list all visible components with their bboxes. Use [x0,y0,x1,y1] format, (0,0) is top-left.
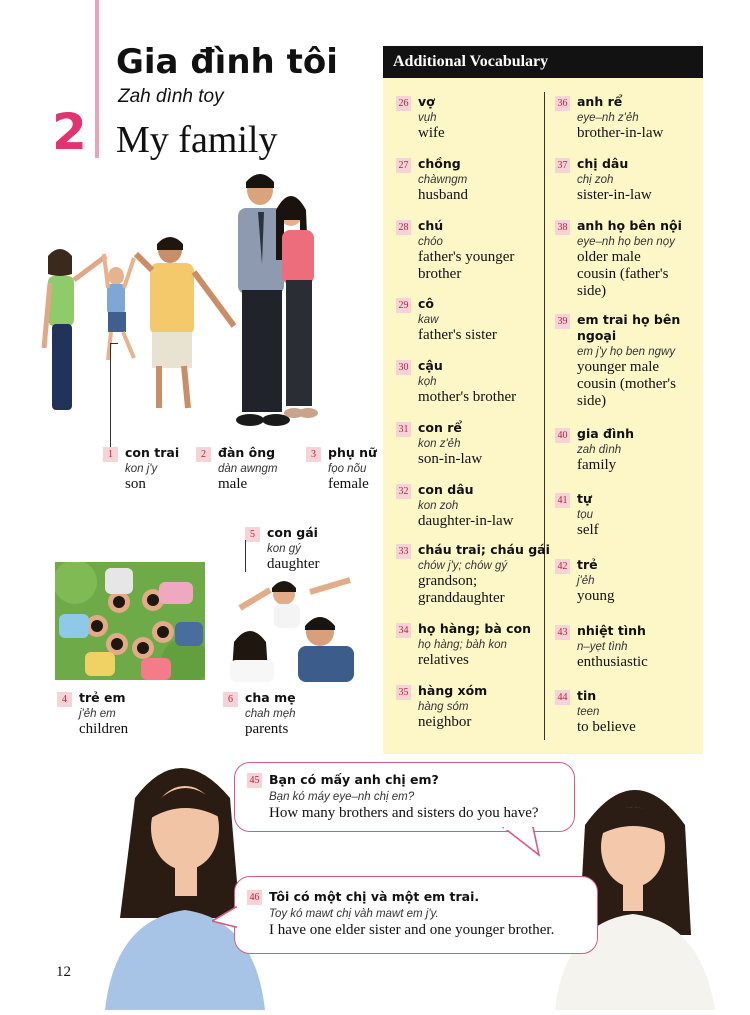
item-vietnamese: đàn ông [218,445,276,460]
dialogue-vietnamese: Tôi có một chị và một em trai. [269,889,480,904]
parents-photo [220,572,370,682]
vocab-pronunciation: họ hàng; bàh kon [418,639,507,651]
vocab-vietnamese-cont: ngoại [577,328,617,343]
vocab-english-line: neighbor [418,714,472,730]
chapter-title-english: My family [116,119,278,161]
vocab-english-line: wife [418,125,445,141]
vocab-vietnamese: tin [577,688,597,703]
speech-bubble-tail-answer [212,905,238,935]
vocab-pronunciation: kon zoh [418,500,459,512]
vocab-english-line: enthusiastic [577,654,648,670]
vocab-pronunciation: kon z'ẻh [418,438,461,450]
item-pronunciation: dàn awngm [218,463,278,475]
vocab-vietnamese: cậu [418,358,443,373]
dialogue-english: I have one elder sister and one younger brother. [269,922,555,938]
vocab-vietnamese: chồng [418,156,461,171]
vocab-english [577,359,697,410]
item-vietnamese: trẻ em [79,690,126,705]
item-pronunciation: kon gý [267,543,301,555]
vocab-number: 31 [396,422,411,437]
item-1 [103,445,193,497]
vocab-entry-34 [396,621,541,671]
vocab-entry-37 [555,156,700,206]
vocab-pronunciation: chàwngm [418,174,468,186]
vocab-vietnamese: chú [418,218,444,233]
vocab-pronunciation: vụh [418,112,437,124]
vocab-number: 30 [396,360,411,375]
vocab-vietnamese: họ hàng; bà con [418,621,532,636]
vocab-vietnamese: tự [577,491,592,506]
vocab-english [577,457,697,474]
item-vietnamese: con trai [125,445,180,460]
item-number: 1 [103,447,118,462]
vocab-english-line: father's younger [418,249,515,265]
vocab-english [577,125,697,142]
vocab-english [418,451,538,468]
chapter-number: 2 [52,103,87,161]
item-pronunciation: chah mẹh [245,708,296,720]
vocab-english-line: brother-in-law [577,125,664,141]
vocab-number: 35 [396,685,411,700]
vocab-english-line: sister-in-law [577,187,652,203]
item-6 [223,690,333,742]
item-pronunciation: fọo nõu [328,463,367,475]
vocab-vietnamese: cháu trai; cháu gái [418,542,550,557]
vocab-number: 42 [555,559,570,574]
vocab-number: 44 [555,690,570,705]
vocab-entry-27 [396,156,541,206]
vocab-vietnamese: con dâu [418,482,474,497]
vocab-vietnamese: em trai họ bên [577,312,681,327]
vocab-english-line: son-in-law [418,451,483,467]
vocab-pronunciation: zah dình [577,444,622,456]
dialogue-number: 46 [247,890,262,905]
item-english: male [218,476,248,492]
item-pronunciation: kon j'y [125,463,158,475]
vocab-entry-29 [396,296,541,346]
vocab-english-line: family [577,457,617,473]
item-number: 6 [223,692,238,707]
vocab-vietnamese: cô [418,296,434,311]
vocab-vietnamese: hàng xóm [418,683,488,698]
vocab-number: 26 [396,96,411,111]
item-english: female [328,476,369,492]
vocab-english-line: husband [418,187,468,203]
item-4 [57,690,167,742]
vocab-vietnamese: con rể [418,420,462,435]
vocab-english-line: older male [577,249,641,265]
vocab-vietnamese: gia đình [577,426,635,441]
vocab-entry-43 [555,623,700,673]
vocab-entry-38 [555,218,700,302]
vocab-vietnamese: chị dâu [577,156,629,171]
item-5 [245,525,345,577]
dialogue-english: How many brothers and sisters do you have? [269,805,539,821]
vocab-number: 34 [396,623,411,638]
additional-vocabulary-heading: Additional Vocabulary [383,46,703,78]
vocab-number: 29 [396,298,411,313]
vocab-entry-26 [396,94,541,144]
vocab-english-line: side) [577,393,607,409]
vocab-vietnamese: nhiệt tình [577,623,646,638]
vocab-english [577,249,697,300]
item-english: daughter [267,556,320,572]
vocab-english-line: side) [577,283,607,299]
speech-bubble-answer [234,876,598,954]
vocab-number: 32 [396,484,411,499]
vocab-vietnamese: vợ [418,94,435,109]
item-number: 5 [245,527,260,542]
vocab-english-line: younger male [577,359,660,375]
vocab-english [418,249,538,283]
family-photo [38,168,378,438]
page-number: 12 [56,964,71,980]
speech-bubble-tail-question [495,827,545,857]
vocab-entry-40 [555,426,700,476]
vocab-number: 40 [555,428,570,443]
vocab-number: 28 [396,220,411,235]
chapter-title-vietnamese: Gia đình tôi [116,42,338,82]
vocab-number: 36 [555,96,570,111]
vocab-english [418,125,538,142]
vocab-english-line: young [577,588,615,604]
vocab-number: 41 [555,493,570,508]
vocab-pronunciation: hàng sóm [418,701,469,713]
item-english: children [79,721,129,737]
vocab-pronunciation: kọh [418,376,437,388]
dialogue-number: 45 [247,773,262,788]
vocab-english [418,327,538,344]
vocab-entry-32 [396,482,541,532]
vocab-english [418,187,538,204]
vocab-english [418,573,538,607]
item-2 [196,445,296,497]
vocab-english-line: daughter-in-law [418,513,514,529]
vocab-entry-28 [396,218,541,288]
vocab-entry-36 [555,94,700,144]
vocab-vietnamese: trẻ [577,557,598,572]
vocab-entry-39 [555,312,700,412]
item-3 [306,445,382,497]
vocab-entry-30 [396,358,541,408]
vocab-english-line: brother [418,266,462,282]
vocab-number: 39 [555,314,570,329]
item-pronunciation: j'ẻh em [79,708,116,720]
item-number: 4 [57,692,72,707]
vocab-vietnamese: anh rể [577,94,623,109]
vocab-english [577,187,697,204]
vocab-vietnamese: anh họ bên nội [577,218,682,233]
speech-bubble-question [234,762,575,832]
vocab-english-line: cousin (father's [577,266,669,282]
chapter-divider-bar [95,0,99,158]
dialogue-vietnamese: Bạn có mấy anh chị em? [269,772,439,787]
vocab-entry-31 [396,420,541,470]
vocab-english-line: to believe [577,719,636,735]
vocab-number: 27 [396,158,411,173]
vocab-english-line: relatives [418,652,469,668]
vocab-english [418,389,538,406]
vocab-number: 37 [555,158,570,173]
vocab-english [577,654,697,671]
vocab-english-line: self [577,522,599,538]
vocab-entry-42 [555,557,700,607]
pointer-line-1-tick [110,343,118,344]
vocab-pronunciation: chị zoh [577,174,614,186]
dialogue-pronunciation: Bạn kó máy eye–nh chị em? [269,791,415,803]
item-vietnamese: cha mẹ [245,690,296,705]
vocab-english-line: cousin (mother's [577,376,676,392]
vocab-pronunciation: em j'y họ ben ngwy [577,346,676,358]
vocab-pronunciation: chów j'y; chów gý [418,560,508,572]
item-number: 3 [306,447,321,462]
vocab-english [577,522,697,539]
vocab-english [577,588,697,605]
vocab-english-line: father's sister [418,327,497,343]
vocab-number: 33 [396,544,411,559]
item-number: 2 [196,447,211,462]
dialogue-pronunciation: Toy kó mawt chị vàh mawt em j'y. [269,908,439,920]
vocab-english-line: granddaughter [418,590,505,606]
vocab-english-line: grandson; [418,573,478,589]
item-vietnamese: phụ nữ [328,445,377,460]
vocab-pronunciation: kaw [418,314,439,326]
item-english: son [125,476,146,492]
item-english: parents [245,721,289,737]
children-photo [55,562,205,680]
vocab-column-divider [544,92,545,740]
chapter-title-pronunciation: Zah dình toy [118,86,224,107]
vocab-pronunciation: eye–nh họ ben nọy [577,236,675,248]
vocab-english-line: mother's brother [418,389,517,405]
vocab-english [418,652,538,669]
vocab-english [577,719,697,736]
item-vietnamese: con gái [267,525,318,540]
vocab-pronunciation: tọu [577,509,593,521]
pointer-line-1 [110,343,111,448]
vocab-english [418,714,538,731]
vocab-pronunciation: n–yẹt tình [577,641,628,653]
vocab-entry-44 [555,688,700,738]
vocab-entry-41 [555,491,700,541]
vocab-pronunciation: eye–nh z'ẻh [577,112,639,124]
vocab-number: 43 [555,625,570,640]
vocab-pronunciation: teen [577,706,600,718]
vocab-pronunciation: chóo [418,236,443,248]
vocab-english [418,513,538,530]
vocab-pronunciation: j'ẻh [577,575,595,587]
vocab-number: 38 [555,220,570,235]
vocab-entry-33 [396,542,550,612]
vocab-entry-35 [396,683,541,733]
